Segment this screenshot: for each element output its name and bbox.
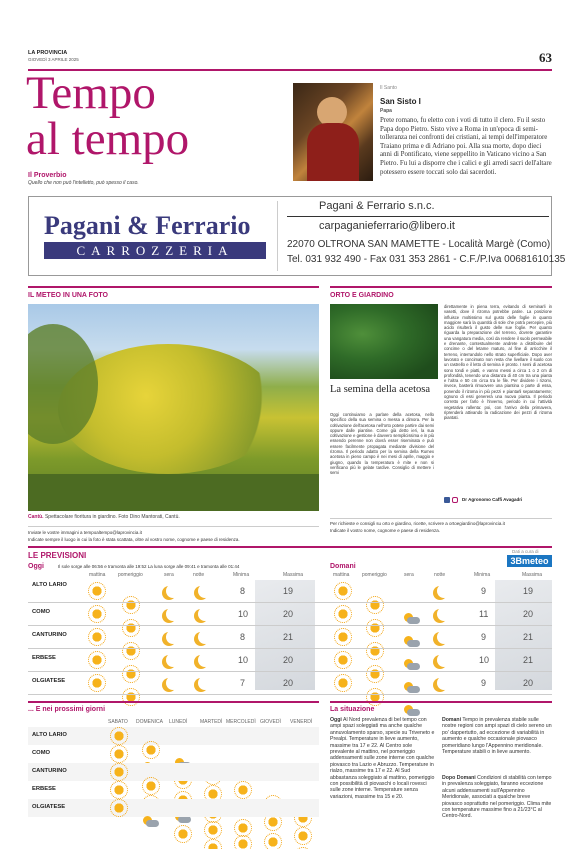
- facebook-icon: [444, 497, 450, 503]
- col-minima-2: Minima: [474, 572, 491, 578]
- table-row: [28, 626, 318, 648]
- situazione-domani-label: Domani: [442, 717, 462, 723]
- foto-caption-place: Cantù.: [28, 514, 44, 520]
- moon-icon: [437, 607, 451, 621]
- table-row: [28, 745, 319, 763]
- temp-max: 20: [283, 609, 294, 619]
- orto-invite-rule: [330, 518, 552, 519]
- sun-icon: [296, 829, 310, 843]
- table-row: [28, 672, 318, 694]
- credit-logo: [507, 555, 552, 567]
- moon-icon: [198, 607, 212, 621]
- day-label: DOMENICA: [136, 719, 163, 725]
- foto-invite-2: Indicate sempre il luogo in cui la foto è stata scattata, oltre al vostro nome, cognome e paese di residenza.: [28, 537, 240, 542]
- moon-icon: [166, 676, 180, 690]
- sun-info: Il sole sorge alle 06:56 e tramonta alle 19:52 La luna sorge alle 09:41 e tramonta alle 01:44: [58, 564, 240, 569]
- sun-icon: [90, 607, 104, 621]
- col-sera-2: sera: [404, 572, 414, 578]
- moon-icon: [198, 584, 212, 598]
- page-number: 63: [539, 50, 552, 65]
- row-divider: [28, 625, 552, 626]
- orto-col2: direttamente in piena terra, evitando di seminarli in vasetti, dove il rizoma potrebbe patire. La posizione influisce moltissimo sul gusto delle foglie in quanto maggiore sarà la quantità di sole che potrà percepire, più acido risulterà il gusto delle sue foglie. Per quanto riguarda la preparazione del terreno, dovrete garantire una vangatura media, così da rendere il suolo permeabile e drenante, contestualmente andrete a distribuire del concime o del letame maturo, al fine di arricchire il terreno, interrandolo nello strato superficiale. Dopo aver lavorato e concimato non resta che livellare il suolo con un rastrello e il letto di semina è pronto. I semi di acetosa sono tondi e piatti, e vanno messi a circa 1 o 2 cm di profondità, tenendo una distanza di 40 cm tra una pianta e l'altra e 50 cm circa tra le file. Per dividere i rizomi, invece, basterà rimuovere una piantina o parte di essa, ponendo il rizoma in più pezzi e piantarli separatamente; ognuno di essi genererà una nuova pianta. Il periodo corretto per farlo è l'inverno, periodo in cui l'attività vegetativa rallenta: poi, con l'arrivo della primavera, riprenderà attivando la radicazione dei pezzi di rizoma piantati.: [444, 304, 552, 421]
- sun-icon: [176, 827, 190, 841]
- table-row: [330, 580, 552, 602]
- temp-max: 19: [283, 586, 294, 596]
- foto-caption-text: Spettacolare fioritura in giardino. Foto Dino Mantorati, Cantù.: [44, 514, 180, 520]
- ad-phone: Tel. 031 932 490 - Fax 031 353 2861 - C.F./P.Iva 00681610135: [287, 254, 566, 265]
- temp-max: 21: [283, 632, 294, 642]
- col-pomeriggio-2: pomeriggio: [362, 572, 387, 578]
- table-row: [28, 603, 318, 625]
- temp-max: 19: [523, 586, 534, 596]
- row-divider: [28, 602, 552, 603]
- col-notte-2: notte: [434, 572, 446, 578]
- sun-icon: [336, 630, 350, 644]
- ad-sub-bar: [44, 242, 266, 259]
- col-minima: Minima: [233, 572, 250, 578]
- section-title-line1: Tempo: [26, 67, 156, 119]
- situazione-domani: [442, 717, 552, 755]
- situazione-dopo-label: Dopo Domani: [442, 775, 476, 781]
- col-sera: sera: [164, 572, 174, 578]
- temp-min: 9: [481, 586, 487, 596]
- prossimi-heading: ... E nei prossimi giorni: [28, 706, 106, 713]
- moon-icon: [437, 584, 451, 598]
- moon-icon: [166, 607, 180, 621]
- situazione-dopo: [442, 775, 552, 820]
- foto-invite-rule: [28, 526, 319, 527]
- advertisement[interactable]: [28, 196, 566, 276]
- santo-body: Prete romano, fu eletto con i voti di tutto il clero. Fu il sesto Papa dopo Pietro. Sisto vive a Roma in un'epoca di semi-tolleranza nei confronti dei cristiani, ai tempi dell'imperatore Traiano prima e di Adriano poi. Alla sua morte, dopo dieci anni di Pontificato, viene seppellito in Vaticano vicino a San Pietro. Fu lui a disporre che i calici e gli arredi sacri dell'altare potessero essere toccati solo dai sacerdoti.: [380, 117, 552, 176]
- moon-icon: [437, 653, 451, 667]
- credit-brand: 3Bmeteo: [510, 556, 549, 566]
- proverbio: [28, 172, 278, 186]
- col-notte: notte: [193, 572, 205, 578]
- proverbio-label: Il Proverbio: [28, 172, 67, 179]
- sun-icon: [112, 747, 126, 761]
- orto-author: Dr Agronomo Caffi Avagadri: [462, 497, 523, 502]
- city-name: ERBESE: [32, 655, 56, 661]
- partly-cloudy-icon: [403, 705, 420, 717]
- city-name: COMO: [32, 609, 51, 615]
- moon-icon: [166, 584, 180, 598]
- santo-image: [293, 83, 373, 181]
- situazione-dopo-text: Condizioni di stabilità con tempo in prevalenza soleggiato, faranno eccezione alcuni addensamenti sull'Appennino Meridionale, associati a qualche breve piovasco soprattutto nel pomeriggio. Clima mite con temperature massime fino a 21/23°C al Centro-Nord.: [442, 775, 552, 820]
- orto-invite-1: Per richieste e consigli su orto e giardino, ricette, scrivere a ortoegiardino@laprovincia.it: [330, 521, 505, 526]
- ad-company: Pagani & Ferrario s.n.c.: [319, 200, 435, 212]
- temp-min: 10: [238, 655, 249, 665]
- day-label: MERCOLEDÌ: [226, 719, 256, 725]
- temp-max: 20: [283, 678, 294, 688]
- orto-heading: ORTO E GIARDINO: [330, 292, 394, 299]
- ad-divider: [277, 201, 278, 271]
- temp-min: 9: [481, 632, 487, 642]
- section-title: [26, 67, 190, 165]
- moon-icon: [437, 630, 451, 644]
- partly-cloudy-icon: [142, 816, 159, 828]
- sun-icon: [90, 584, 104, 598]
- row-divider: [28, 671, 552, 672]
- situazione-domani-text: Tempo in prevalenza stabile sulle nostre regioni con ampi spazi di cielo sereno un po' dappertutto, ad eccezione di variabilità in aumento e qualche occasionale piovasco pomeridiano lungo l'Appennino meridionale. Temperature stabili o in lieve aumento.: [442, 717, 552, 756]
- sun-icon: [336, 653, 350, 667]
- foto-heading: IL METEO IN UNA FOTO: [28, 292, 108, 299]
- city-name: CANTURINO: [32, 768, 67, 774]
- day-label: GIOVEDÌ: [260, 719, 281, 725]
- credit-top: Dati a cura di: [512, 549, 539, 554]
- table-row: [28, 763, 319, 781]
- sun-icon: [336, 584, 350, 598]
- day-label: VENERDÌ: [290, 719, 313, 725]
- temp-min: 7: [240, 678, 246, 688]
- foto-caption: [28, 514, 319, 520]
- section-title-line2: al tempo: [26, 113, 190, 165]
- masthead: [28, 50, 552, 68]
- col-massima-2: Massima: [522, 572, 543, 578]
- ad-email[interactable]: carpaganieferrario@libero.it: [319, 220, 455, 232]
- ad-brand: Pagani & Ferrario: [44, 211, 251, 240]
- city-name: CANTURINO: [32, 632, 67, 638]
- sun-icon: [236, 821, 250, 835]
- temp-max: 20: [283, 655, 294, 665]
- temp-min: 8: [240, 586, 246, 596]
- table-row: [330, 603, 552, 625]
- paper-name: LA PROVINCIA: [28, 50, 68, 56]
- moon-icon: [198, 676, 212, 690]
- col-mattina-2: mattina: [333, 572, 350, 578]
- moon-icon: [166, 653, 180, 667]
- city-name: ERBESE: [32, 786, 56, 792]
- sun-icon: [112, 765, 126, 779]
- sun-icon: [112, 729, 126, 743]
- prossimi-rule: [28, 701, 319, 703]
- temp-max: 21: [523, 655, 534, 665]
- row-divider: [28, 648, 552, 649]
- temp-min: 11: [479, 609, 489, 619]
- moon-icon: [166, 630, 180, 644]
- table-row: [28, 649, 318, 671]
- foto-rule: [28, 286, 319, 288]
- temp-max: 20: [523, 678, 534, 688]
- temp-max: 21: [523, 632, 534, 642]
- table-row: [28, 580, 318, 602]
- situazione-oggi-text: Al Nord prevalenza di bel tempo con ampi spazi soleggiati ma anche qualche annuvolamento sparso, specie su Triveneto e Prealpi. Temperature in lieve aumento, massime tra 17 e 22. Al Centro sole prevalente al mattino, nel pomeriggio addensamenti sulle zone interne con qualche piovasco tra Lazio e Abruzzo. Temperature in rialzo, massime tra 17 e 22. Al Sud abbastanza soleggiato al mattino, pomeriggio con possibilità di piovaschi o locali rovesci sulle zone interne. Temperature senza variazioni, massime tra 15 e 20.: [330, 717, 435, 800]
- tomorrow-label: Domani: [330, 563, 356, 570]
- previsioni-heading: LE PREVISIONI: [28, 551, 87, 560]
- sun-icon: [266, 835, 280, 849]
- sun-icon: [206, 841, 220, 849]
- table-row: [330, 626, 552, 648]
- prossimi-days: [102, 719, 319, 727]
- ad-sub: CARROZZERIA: [76, 243, 234, 258]
- santo-label: Il Santo: [380, 85, 397, 91]
- table-row: [330, 672, 552, 694]
- orto-col1: Oggi continuiamo a parlare della acetosa, nello specifico della sua semina o messa a dimora. Per la coltivazione dell'acetosa nell'orto potete partire dai semi oppure dalle piantine. Come già detto ieri, la sua coltivazione e gestione è davvero semplicissima e in più essendo perenne non dovrà esser riseminata e può essere facilmente propagata mediante divisione del rizoma. Il periodo adatto per la semina della Rumex acetosa in pieno campo è nei mesi di aprile, maggio e giugno, quando la temperatura è mite e non si verificano più le gelate tardive. Consiglio di mettere i semi: [330, 412, 434, 476]
- orto-invite-2: Indicate il vostro nome, cognome e paese di residenza.: [330, 528, 441, 533]
- sun-icon: [112, 783, 126, 797]
- orto-title: La semina della acetosa: [330, 384, 430, 395]
- ad-address: 22070 OLTRONA SAN MAMETTE - Località Margè (Como): [287, 239, 551, 250]
- santo-robe: [307, 123, 359, 181]
- city-name: ALTO LARIO: [32, 732, 67, 738]
- santo-name: San Sisto I: [380, 97, 421, 106]
- table-row: [28, 799, 319, 817]
- table-row: [330, 649, 552, 671]
- col-pomeriggio: pomeriggio: [118, 572, 143, 578]
- sun-icon: [90, 676, 104, 690]
- row-divider: [28, 694, 552, 695]
- sun-icon: [112, 801, 126, 815]
- moon-icon: [437, 676, 451, 690]
- temp-min: 10: [479, 655, 490, 665]
- situazione-heading: La situazione: [330, 706, 375, 713]
- sun-icon: [206, 823, 220, 837]
- col-mattina: mattina: [89, 572, 106, 578]
- moon-icon: [198, 653, 212, 667]
- foto-invite-1: Inviate le vostre immagini a tempoaltempo@laprovincia.it: [28, 530, 142, 535]
- situazione-rule: [330, 701, 552, 703]
- day-label: SABATO: [108, 719, 128, 725]
- col-massima: Massima: [283, 572, 304, 578]
- situazione-oggi: [330, 717, 436, 800]
- today-label: Oggi: [28, 563, 44, 570]
- sun-icon: [336, 676, 350, 690]
- orto-image: [330, 304, 438, 379]
- temp-min: 8: [240, 632, 246, 642]
- proverbio-text: Quello che non può l'intelletto, può spesso il caso.: [28, 180, 139, 186]
- santo-role: Papa: [380, 108, 392, 114]
- temp-min: 10: [238, 609, 249, 619]
- sun-icon: [266, 815, 280, 829]
- orto-rule: [330, 286, 552, 288]
- city-name: COMO: [32, 750, 51, 756]
- situazione-oggi-label: Oggi: [330, 717, 342, 723]
- foto-ground: [28, 474, 319, 511]
- table-row: [28, 781, 319, 799]
- instagram-icon: [452, 497, 458, 503]
- issue-date: GIOVEDÌ 3 APRILE 2025: [28, 57, 79, 62]
- sun-icon: [90, 630, 104, 644]
- city-name: OLGIATESE: [32, 678, 66, 684]
- moon-icon: [198, 630, 212, 644]
- ad-company-rule: [287, 216, 549, 217]
- previsioni-rule: [28, 546, 552, 548]
- sun-icon: [336, 607, 350, 621]
- day-label: MARTEDÌ: [200, 719, 223, 725]
- table-row: [28, 727, 319, 745]
- sun-icon: [236, 837, 250, 849]
- sun-icon: [90, 653, 104, 667]
- city-name: OLGIATESE: [32, 804, 66, 810]
- day-label: LUNEDÌ: [169, 719, 188, 725]
- orto-social: [444, 497, 552, 505]
- foto-image: [28, 304, 319, 511]
- city-name: ALTO LARIO: [32, 582, 67, 588]
- temp-min: 9: [481, 678, 487, 688]
- temp-max: 20: [523, 609, 534, 619]
